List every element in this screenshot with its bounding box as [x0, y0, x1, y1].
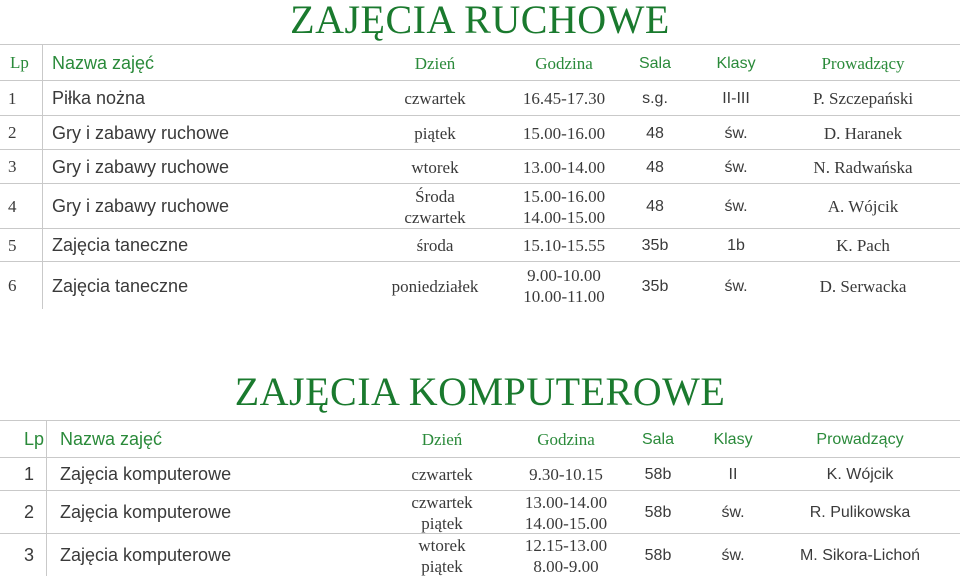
day-line: wtorek	[418, 535, 466, 555]
cell-day	[372, 229, 498, 262]
table-row	[0, 149, 960, 184]
cell-name: Zajęcia komputerowe	[60, 545, 232, 565]
header-teacher: Prowadzący	[821, 53, 905, 73]
cell-classes: św.	[724, 124, 748, 142]
table-header-row	[0, 44, 960, 81]
cell-classes: św.	[724, 158, 748, 176]
cell-room: 35b	[641, 237, 669, 254]
cell-room: 48	[646, 198, 664, 215]
header-classes: Klasy	[716, 54, 756, 72]
day-line: Środa	[415, 186, 455, 206]
table-header-row	[0, 420, 960, 458]
time-line: 15.00-16.00	[522, 186, 606, 206]
header-day: Dzień	[421, 430, 463, 449]
header-room: Sala	[641, 431, 675, 448]
cell-teacher: M. Sikora-Lichoń	[799, 547, 921, 564]
cell-lp: 5	[8, 235, 17, 255]
cell-time	[500, 184, 628, 229]
cell-day	[384, 534, 500, 577]
cell-room: 48	[646, 158, 664, 176]
header-name: Nazwa zajęć	[52, 52, 155, 73]
cell-time	[500, 150, 628, 184]
day-line: środa	[416, 236, 454, 255]
section-title-komputerowe: ZAJĘCIA KOMPUTEROWE	[234, 369, 726, 414]
cell-lp: 1	[24, 464, 35, 484]
cell-name: Piłka nożna	[52, 88, 146, 108]
cell-name: Gry i zabawy ruchowe	[52, 122, 230, 143]
day-line: czwartek	[411, 465, 473, 484]
day-line: czwartek	[411, 492, 473, 512]
cell-time	[500, 229, 628, 262]
cell-classes: św.	[721, 504, 745, 521]
cell-name: Zajęcia komputerowe	[60, 502, 232, 522]
cell-name: Zajęcia taneczne	[52, 235, 189, 255]
table-row	[0, 457, 960, 491]
cell-teacher: R. Pulikowska	[809, 504, 911, 521]
cell-classes: św.	[724, 198, 748, 215]
cell-classes: 1b	[727, 237, 745, 254]
cell-lp: 3	[24, 545, 35, 565]
cell-teacher: K. Wójcik	[826, 466, 894, 483]
header-room: Sala	[638, 54, 672, 72]
day-line: piątek	[414, 123, 456, 143]
cell-time	[504, 534, 628, 577]
time-line: 15.00-16.00	[522, 123, 606, 143]
time-line: 9.00-10.00	[527, 266, 601, 285]
time-line: 15.10-15.55	[522, 236, 606, 255]
cell-day	[372, 184, 498, 229]
cell-teacher: D. Serwacka	[819, 276, 907, 296]
cell-name: Gry i zabawy ruchowe	[52, 156, 230, 177]
cell-time	[504, 491, 628, 534]
cell-classes: II-III	[722, 90, 750, 107]
cell-name: Gry i zabawy ruchowe	[52, 196, 230, 216]
cell-room: 58b	[644, 547, 672, 564]
cell-day	[384, 491, 500, 534]
cell-classes: św.	[724, 277, 748, 295]
cell-teacher: N. Radwańska	[813, 157, 913, 177]
cell-day	[372, 150, 498, 184]
cell-room: s.g.	[642, 90, 668, 107]
header-lp: Lp	[24, 429, 45, 449]
cell-lp: 4	[8, 196, 17, 216]
cell-time	[504, 458, 628, 491]
cell-classes: II	[728, 466, 738, 483]
table-row	[0, 490, 960, 534]
header-time: Godzina	[537, 430, 595, 449]
day-line: piątek	[421, 513, 463, 533]
header-classes: Klasy	[713, 431, 753, 448]
cell-time	[500, 116, 628, 150]
section-title-ruchowe: ZAJĘCIA RUCHOWE	[290, 0, 670, 42]
header-day: Dzień	[414, 53, 456, 73]
table-row	[0, 80, 960, 116]
day-line: czwartek	[404, 207, 466, 227]
header-teacher: Prowadzący	[816, 431, 904, 448]
day-line: czwartek	[404, 89, 466, 108]
time-line: 14.00-15.00	[522, 207, 606, 227]
cell-classes: św.	[721, 547, 745, 564]
time-line: 10.00-11.00	[523, 287, 605, 306]
cell-time	[500, 81, 628, 116]
time-line: 13.00-14.00	[522, 157, 606, 177]
table-row	[0, 533, 960, 577]
cell-lp: 2	[8, 123, 17, 142]
header-time: Godzina	[535, 53, 593, 73]
column-divider	[42, 44, 43, 309]
cell-room: 35b	[641, 277, 669, 295]
column-divider	[46, 420, 47, 576]
time-line: 13.00-14.00	[524, 492, 608, 512]
day-line: piątek	[421, 556, 463, 576]
time-line: 12.15-13.00	[524, 535, 608, 555]
table-row	[0, 115, 960, 150]
cell-name: Zajęcia komputerowe	[60, 464, 232, 484]
time-line: 14.00-15.00	[524, 513, 608, 533]
header-lp: Lp	[10, 53, 29, 72]
table-row	[0, 183, 960, 229]
cell-name: Zajęcia taneczne	[52, 275, 189, 296]
cell-room: 58b	[644, 466, 672, 483]
cell-lp: 6	[8, 276, 17, 295]
cell-lp: 2	[24, 502, 35, 522]
cell-day	[372, 116, 498, 150]
cell-teacher: A. Wójcik	[827, 197, 899, 216]
cell-time	[500, 262, 628, 310]
table-row	[0, 228, 960, 262]
time-line: 8.00-9.00	[533, 556, 599, 576]
cell-lp: 3	[8, 157, 17, 176]
cell-teacher: K. Pach	[836, 236, 890, 255]
time-line: 9.30-10.15	[529, 465, 603, 484]
cell-day	[384, 458, 500, 491]
time-line: 16.45-17.30	[522, 89, 606, 108]
cell-day	[372, 81, 498, 116]
cell-lp: 1	[8, 88, 17, 108]
table-row	[0, 261, 960, 310]
header-name: Nazwa zajęć	[60, 429, 163, 449]
cell-room: 48	[646, 124, 664, 142]
cell-teacher: D. Haranek	[823, 123, 903, 143]
day-line: poniedziałek	[391, 276, 479, 296]
cell-room: 58b	[644, 504, 672, 521]
cell-day	[372, 262, 498, 310]
day-line: wtorek	[411, 157, 459, 177]
cell-teacher: P. Szczepański	[812, 89, 914, 108]
